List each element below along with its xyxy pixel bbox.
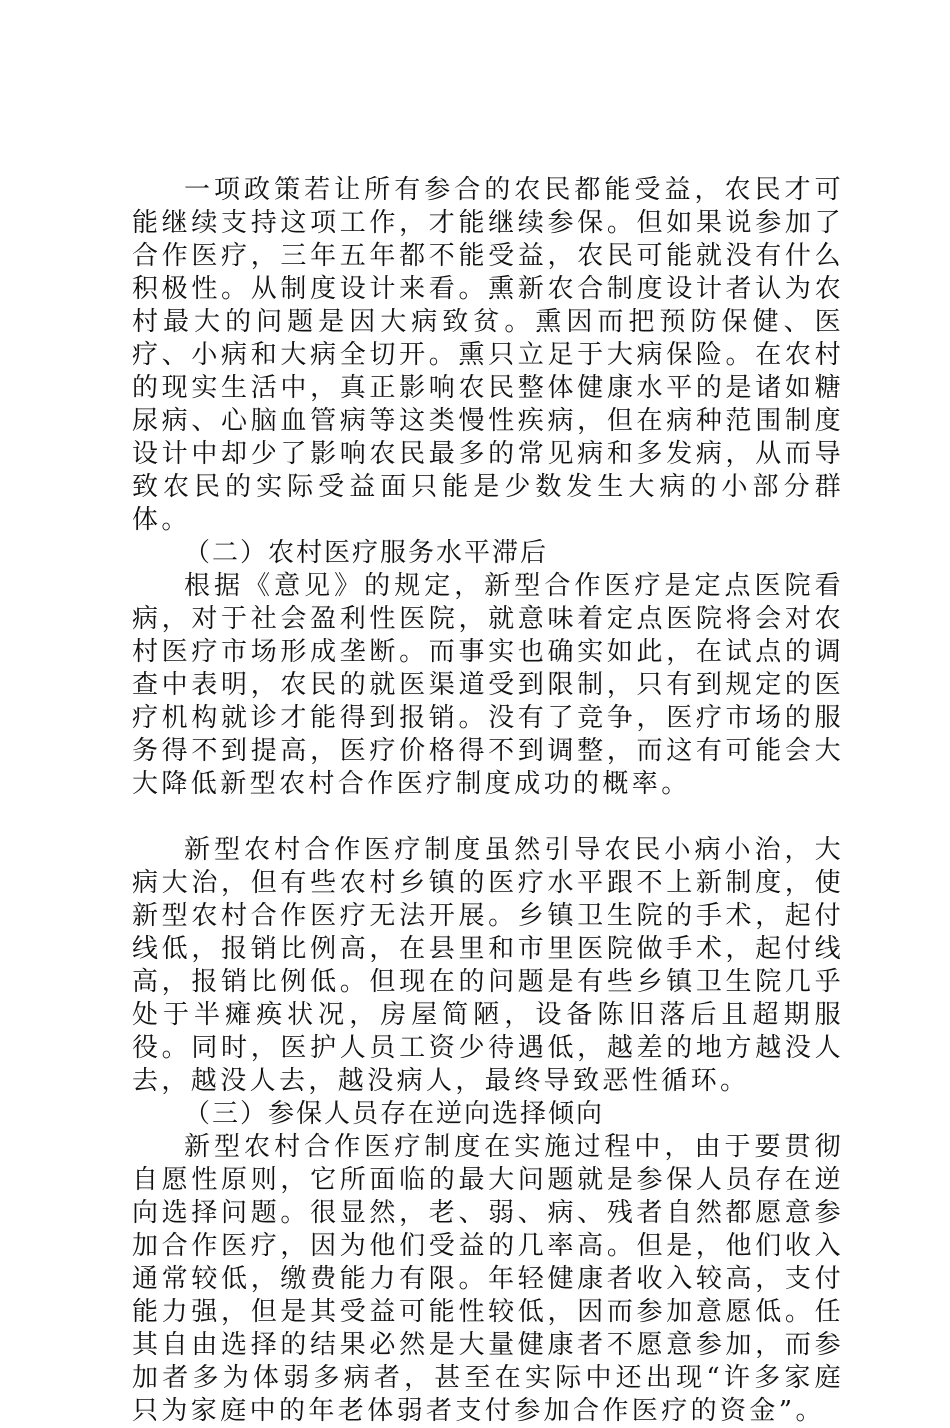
paragraph-designated-hospital: 根据《意见》的规定，新型合作医疗是定点医院看病，对于社会盈利性医院，就意味着定点医院将会对农村医疗市场形成垄断。而事实也确实如此，在试点的调查中表明，农民的就医渠道受到限制，只有到规定的医疗机构就诊才能得到报销。没有了竞争，医疗市场的服务得不到提高，医疗价格得不到调整，而这有可能会大大降低新型农村合作医疗制度成功的概率。 [132,571,844,799]
paragraph-spacer [132,801,844,834]
paragraph-township-hospitals: 新型农村合作医疗制度虽然引导农民小病小治，大病大治，但有些农村乡镇的医疗水平跟不上新制度，使新型农村合作医疗无法开展。乡镇卫生院的手术，起付线低，报销比例高，在县里和市里医院做手术，起付线高，报销比例低。但现在的问题是有些乡镇卫生院几乎处于半瘫痪状况，房屋简陋，设备陈旧落后且超期服役。同时，医护人员工资少待遇低，越差的地方越没人去，越没人去，越没病人，最终导致恶性循环。 [132,835,844,1096]
section-heading-3: （三）参保人员存在逆向选择倾向 [183,1099,604,1129]
paragraph-policy-benefit: 一项政策若让所有参合的农民都能受益，农民才可能继续支持这项工作，才能继续参保。但如果说参加了合作医疗，三年五年都不能受益，农民可能就没有什么积极性。从制度设计来看。熏新农合制度设计者认为农村最大的问题是因大病致贫。熏因而把预防保健、医疗、小病和大病全切开。熏只立足于大病保险。在农村的现实生活中，真正影响农民整体健康水平的是诸如糖尿病、心脑血管病等这类慢性疾病，但在病种范围制度设计中却少了影响农民最多的常见病和多发病，从而导致农民的实际受益面只能是少数发生大病的小部分群体。 [132,175,844,535]
paragraph-adverse-selection: 新型农村合作医疗制度在实施过程中，由于要贯彻自愿性原则，它所面临的最大问题就是参保人员存在逆向选择问题。很显然，老、弱、病、残者自然都愿意参加合作医疗，因为他们受益的几率高。但是，他们收入通常较低，缴费能力有限。年轻健康者收入较高，支付能力强，但是其受益可能性较低，因而参加意愿低。任其自由选择的结果必然是大量健康者不愿意参加，而参加者多为体弱多病者，甚至在实际中还出现“许多家庭只为家庭中的年老体弱者支付参加合作医疗的资金”。 [132,1132,844,1426]
document-body [132,174,844,1428]
section-heading-2: （二）农村医疗服务水平滞后 [183,538,548,568]
